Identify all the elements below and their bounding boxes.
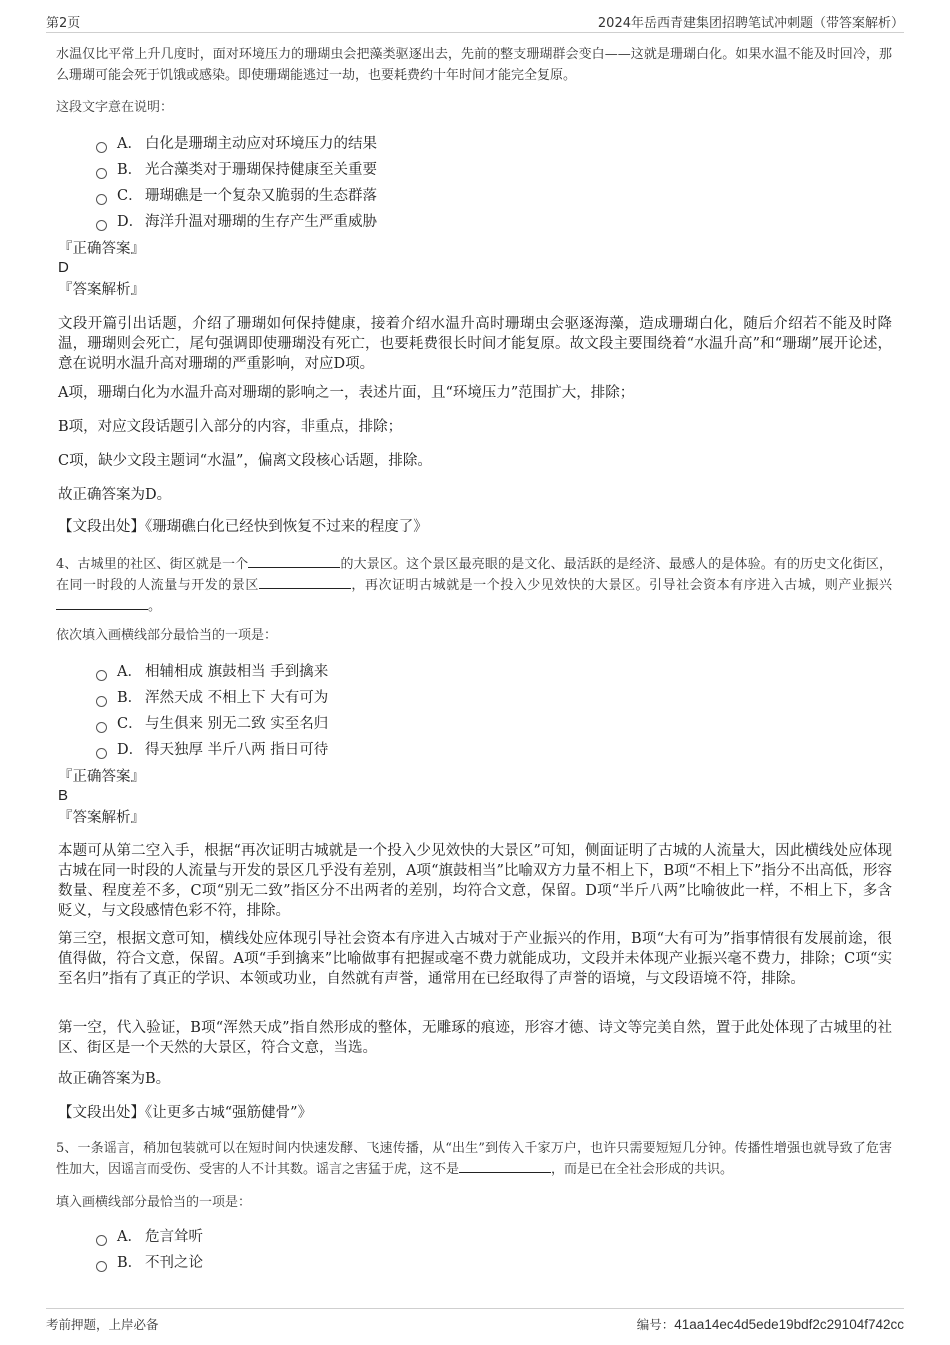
q4-analysis-p4: 故正确答案为B。 xyxy=(58,1071,171,1087)
page-footer xyxy=(46,1308,904,1335)
q4-answer-label: 『正确答案』 xyxy=(58,769,145,785)
q4-passage: 4、古城里的社区、街区就是一个 的大景区。这个景区最亮眼的是文化、最活跃的是经济、最感人的是体验。有的历史文化街区，在同一时段的人流量与开发的景区 ，再次证明古城就是一个投入少见效快的大景区。引导社会资本有序进入古城，则产业振兴。 xyxy=(56,554,892,617)
q3-analysis-p1: 文段开篇引出话题，介绍了珊瑚如何保持健康，接着介绍水温升高时珊瑚虫会驱逐海藻，造成珊瑚白化，随后介绍若不能及时降温，珊瑚则会死亡，尾句强调即使珊瑚没有死亡，也要耗费很长时间才能复原。故文段主要围绕着“水温升高”和“珊瑚”展开论述，意在说明水温升高对珊瑚的严重影响，对应D项。 xyxy=(58,316,892,372)
radio-icon[interactable] xyxy=(96,1261,107,1272)
option-text: 光合藻类对于珊瑚保持健康至关重要 xyxy=(145,162,377,178)
document-title: 2024年岳西青建集团招聘笔试冲刺题（带答案解析） xyxy=(597,16,904,31)
footer-slogan: 考前押题，上岸必备 xyxy=(46,1317,159,1332)
document-code: 编号：41aa14ec4d5ede19bdf2c29104f742cc xyxy=(636,1317,904,1332)
option-text: 危言耸听 xyxy=(145,1229,203,1245)
option-text: 浑然天成 不相上下 大有可为 xyxy=(145,690,329,706)
q3-analysis-p5: 故正确答案为D。 xyxy=(58,487,172,503)
option-text: 不刊之论 xyxy=(145,1255,203,1271)
q3-source: 【文段出处】《珊瑚礁白化已经快到恢复不过来的程度了》 xyxy=(58,519,428,535)
q5-prompt: 填入画横线部分最恰当的一项是： xyxy=(56,1195,252,1210)
q5-passage: 5、一条谣言，稍加包装就可以在短时间内快速发酵、飞速传播，从“出生”到传入千家万户，也许只需要短短几分钟。传播性增强也就导致了危害性加大，因谣言而受伤、受害的人不计其数。谣言之害猛于虎，这不是 ，而是已在全社会形成的共识。 xyxy=(56,1141,892,1177)
q3-option-c[interactable]: C． 珊瑚礁是一个复杂又脆弱的生态群落 xyxy=(96,185,377,207)
radio-icon[interactable] xyxy=(96,168,107,179)
q4-analysis-p2: 第三空，根据文意可知，横线处应体现引导社会资本有序进入古城对于产业振兴的作用，B项“大有可为”指事情很有发展前途，很值得做，符合文意，保留。A项“手到擒来”比喻做事有把握或毫不费力就能成功，文段并未体现产业振兴毫不费力，排除；C项“实至名归”指有了真正的学识、本领或功业，自然就有声誉，通常用在已经取得了声誉的语境，与文段语境不符，排除。 xyxy=(58,931,892,987)
radio-icon[interactable] xyxy=(96,1235,107,1246)
radio-icon[interactable] xyxy=(96,220,107,231)
blank-line xyxy=(248,554,340,568)
option-text: 海洋升温对珊瑚的生存产生严重威胁 xyxy=(145,214,377,230)
q4-option-a[interactable]: A． 相辅相成 旗鼓相当 手到擒来 xyxy=(96,661,328,683)
page-header xyxy=(46,12,904,33)
radio-icon[interactable] xyxy=(96,696,107,707)
blank-line xyxy=(56,596,148,610)
q3-prompt: 这段文字意在说明： xyxy=(56,100,174,115)
q3-answer: D xyxy=(58,259,69,276)
q4-option-c[interactable]: C． 与生俱来 别无二致 实至名归 xyxy=(96,713,328,735)
radio-icon[interactable] xyxy=(96,722,107,733)
q3-analysis-p2: A项，珊瑚白化为水温升高对珊瑚的影响之一，表述片面，且“环境压力”范围扩大，排除； xyxy=(58,385,635,401)
q4-analysis-p3: 第一空，代入验证，B项“浑然天成”指自然形成的整体，无雕琢的痕迹，形容才德、诗文等完美自然，置于此处体现了古城里的社区、街区是一个天然的大景区，符合文意，当选。 xyxy=(58,1020,892,1056)
q3-analysis-p3: B项，对应文段话题引入部分的内容，非重点，排除； xyxy=(58,419,403,435)
q3-option-b[interactable]: B． 光合藻类对于珊瑚保持健康至关重要 xyxy=(96,159,377,181)
q3-answer-label: 『正确答案』 xyxy=(58,241,145,257)
q4-answer: B xyxy=(58,787,69,804)
q4-prompt: 依次填入画横线部分最恰当的一项是： xyxy=(56,628,278,643)
page-number: 第2页 xyxy=(46,16,81,31)
q4-option-d[interactable]: D． 得天独厚 半斤八两 指日可待 xyxy=(96,739,328,761)
q4-source: 【文段出处】《让更多古城“强筋健骨”》 xyxy=(58,1105,313,1121)
q3-analysis-p4: C项，缺少文段主题词“水温”，偏离文段核心话题，排除。 xyxy=(58,453,432,469)
q5-option-b[interactable]: B． 不刊之论 xyxy=(96,1252,203,1274)
radio-icon[interactable] xyxy=(96,670,107,681)
option-text: 相辅相成 旗鼓相当 手到擒来 xyxy=(145,664,329,680)
radio-icon[interactable] xyxy=(96,748,107,759)
q3-analysis-label: 『答案解析』 xyxy=(58,282,145,298)
q4-option-b[interactable]: B． 浑然天成 不相上下 大有可为 xyxy=(96,687,328,709)
blank-line xyxy=(259,575,351,589)
option-text: 与生俱来 别无二致 实至名归 xyxy=(145,716,329,732)
option-text: 珊瑚礁是一个复杂又脆弱的生态群落 xyxy=(145,188,377,204)
q4-analysis-label: 『答案解析』 xyxy=(58,810,145,826)
radio-icon[interactable] xyxy=(96,142,107,153)
option-text: 得天独厚 半斤八两 指日可待 xyxy=(145,742,329,758)
radio-icon[interactable] xyxy=(96,194,107,205)
q5-option-a[interactable]: A． 危言耸听 xyxy=(96,1226,203,1248)
q3-passage: 水温仅比平常上升几度时，面对环境压力的珊瑚虫会把藻类驱逐出去，先前的整支珊瑚群会变白——这就是珊瑚白化。如果水温不能及时回冷，那么珊瑚可能会死于饥饿或感染。即使珊瑚能逃过一劫，也要耗费约十年时间才能完全复原。 xyxy=(56,47,892,83)
q4-analysis-p1: 本题可从第二空入手，根据“再次证明古城就是一个投入少见效快的大景区”可知，侧面证明了古城的人流量大，因此横线处应体现古城在同一时段的人流量与开发的景区几乎没有差别，A项“旗鼓相当”比喻双方力量不相上下，B项“不相上下”指分不出高低，形容数量、程度差不多，C项“别无二致”指区分不出两者的差别，均符合文意，保留。D项“半斤八两”比喻彼此一样，不相上下，多含贬义，与文段感情色彩不符，排除。 xyxy=(58,843,892,919)
q3-option-d[interactable]: D． 海洋升温对珊瑚的生存产生严重威胁 xyxy=(96,211,377,233)
blank-line xyxy=(459,1159,551,1173)
option-text: 白化是珊瑚主动应对环境压力的结果 xyxy=(145,136,377,152)
q3-option-a[interactable]: A． 白化是珊瑚主动应对环境压力的结果 xyxy=(96,133,377,155)
